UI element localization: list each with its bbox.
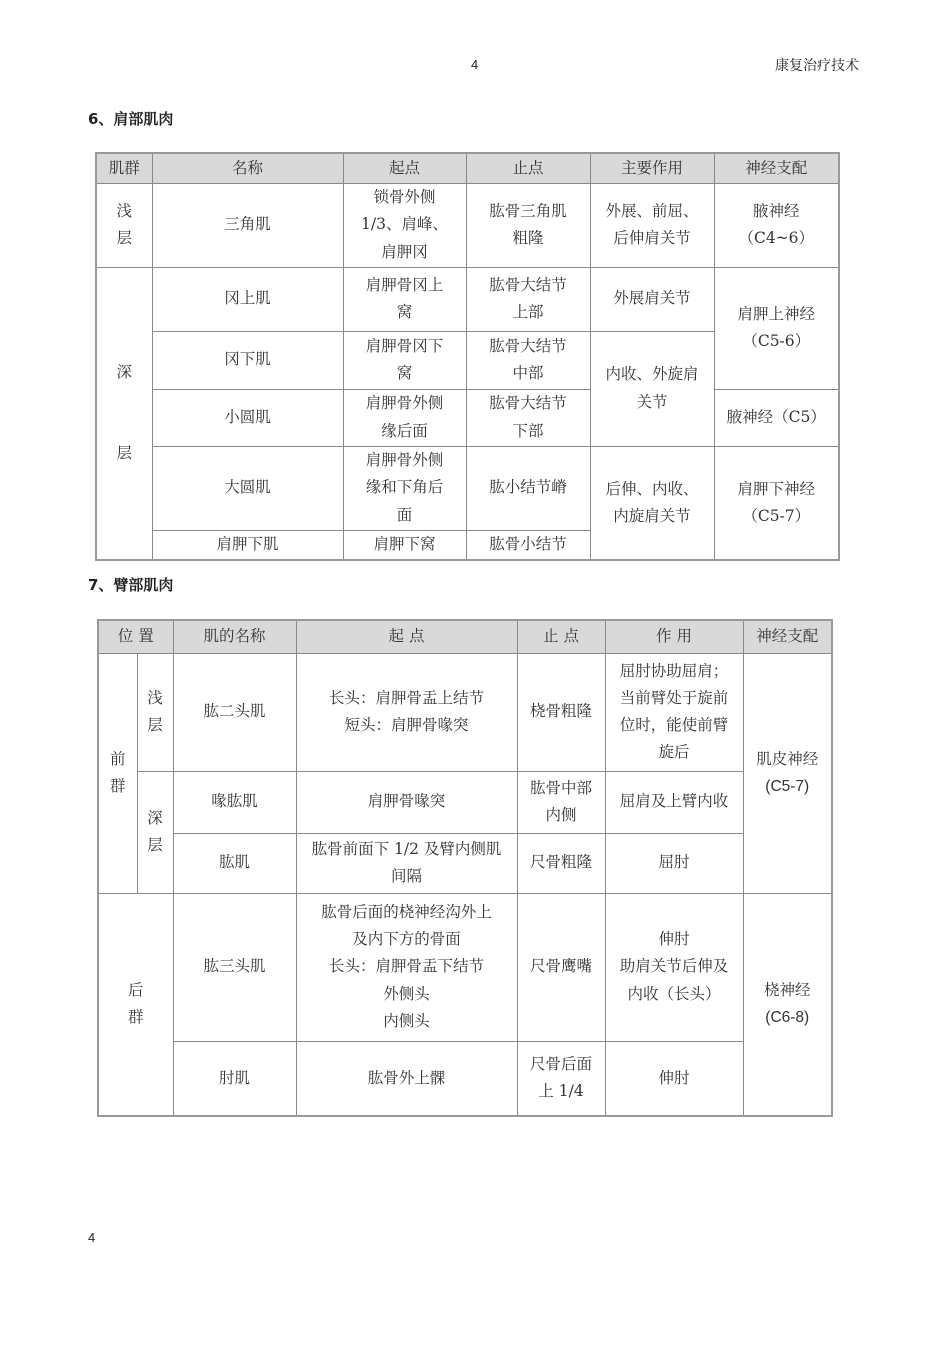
muscle-action: 伸肘 助肩关节后伸及 内收（长头） — [605, 893, 743, 1041]
muscle-origin: 肱骨外上髁 — [296, 1041, 517, 1116]
section-6-title: 6、肩部肌肉 — [88, 110, 174, 128]
muscle-origin: 肱骨前面下 1/2 及臂内侧肌 间隔 — [296, 833, 517, 893]
header-cell: 肌群 — [96, 153, 152, 183]
muscle-action: 外展肩关节 — [590, 267, 714, 331]
layer-deep: 深 层 — [137, 771, 173, 893]
header-cell: 主要作用 — [590, 153, 714, 183]
muscle-action: 外展、前屈、 后伸肩关节 — [590, 183, 714, 267]
header-cell: 肌的名称 — [173, 620, 296, 653]
muscle-insertion: 肱骨大结节 中部 — [466, 331, 590, 389]
muscle-action: 屈肘 — [605, 833, 743, 893]
muscle-insertion: 尺骨鹰嘴 — [517, 893, 605, 1041]
muscle-action: 后伸、内收、 内旋肩关节 — [590, 446, 714, 560]
muscle-origin: 肩胛骨外侧 缘后面 — [343, 389, 466, 446]
header-cell: 作 用 — [605, 620, 743, 653]
muscle-action: 屈肩及上臂内收 — [605, 771, 743, 833]
muscle-insertion: 肱小结节嵴 — [466, 446, 590, 530]
header-cell: 神经支配 — [714, 153, 839, 183]
muscle-origin: 肩胛骨冈上 窝 — [343, 267, 466, 331]
arm-muscles-table — [97, 619, 833, 1117]
muscle-origin: 肱骨后面的桡神经沟外上 及内下方的骨面 长头：肩胛骨盂下结节 外侧头 内侧头 — [296, 893, 517, 1041]
muscle-insertion: 尺骨后面 上 1/4 — [517, 1041, 605, 1116]
muscle-nerve: 腋神经（C5） — [714, 389, 839, 446]
muscle-name: 肱二头肌 — [173, 653, 296, 771]
muscle-origin: 肩胛骨喙突 — [296, 771, 517, 833]
muscle-name: 小圆肌 — [152, 389, 343, 446]
group-deep: 深 层 — [96, 267, 152, 560]
muscle-insertion: 尺骨粗隆 — [517, 833, 605, 893]
muscle-nerve: 肩胛下神经 （C5-7） — [714, 446, 839, 560]
muscle-name: 冈上肌 — [152, 267, 343, 331]
group-back: 后 群 — [98, 893, 173, 1116]
header-cell: 止 点 — [517, 620, 605, 653]
muscle-name: 肘肌 — [173, 1041, 296, 1116]
muscle-origin: 肩胛下窝 — [343, 530, 466, 560]
muscle-origin: 肩胛骨外侧 缘和下角后 面 — [343, 446, 466, 530]
header-page-number: 4 — [471, 57, 479, 72]
muscle-nerve: 肩胛上神经 （C5-6） — [714, 267, 839, 389]
section-7-title: 7、臂部肌肉 — [88, 576, 174, 594]
layer-superficial: 浅 层 — [137, 653, 173, 771]
muscle-origin: 锁骨外侧 1/3、肩峰、 肩胛冈 — [343, 183, 466, 267]
muscle-name: 大圆肌 — [152, 446, 343, 530]
muscle-action: 屈肘协助屈肩； 当前臂处于旋前 位时，能使前臂 旋后 — [605, 653, 743, 771]
muscle-name: 冈下肌 — [152, 331, 343, 389]
muscle-origin: 肩胛骨冈下 窝 — [343, 331, 466, 389]
muscle-name: 肱三头肌 — [173, 893, 296, 1041]
shoulder-muscles-table — [95, 152, 840, 561]
muscle-nerve: 肌皮神经 (C5-7) — [743, 653, 832, 893]
muscle-insertion: 肱骨中部 内侧 — [517, 771, 605, 833]
header-book-title: 康复治疗技术 — [775, 58, 859, 74]
header-cell: 名称 — [152, 153, 343, 183]
muscle-insertion: 肱骨小结节 — [466, 530, 590, 560]
footer-page-number: 4 — [88, 1230, 96, 1245]
header-cell: 止点 — [466, 153, 590, 183]
muscle-insertion: 肱骨大结节 上部 — [466, 267, 590, 331]
muscle-name: 肱肌 — [173, 833, 296, 893]
header-cell: 起 点 — [296, 620, 517, 653]
muscle-insertion: 桡骨粗隆 — [517, 653, 605, 771]
muscle-action: 内收、外旋肩 关节 — [590, 331, 714, 446]
muscle-nerve: 桡神经 (C6-8) — [743, 893, 832, 1116]
header-cell: 位 置 — [98, 620, 173, 653]
header-cell: 起点 — [343, 153, 466, 183]
muscle-insertion: 肱骨三角肌 粗隆 — [466, 183, 590, 267]
muscle-name: 喙肱肌 — [173, 771, 296, 833]
muscle-action: 伸肘 — [605, 1041, 743, 1116]
muscle-insertion: 肱骨大结节 下部 — [466, 389, 590, 446]
muscle-nerve: 腋神经 （C4~6） — [714, 183, 839, 267]
group-front: 前 群 — [98, 653, 137, 893]
header-cell: 神经支配 — [743, 620, 832, 653]
muscle-name: 三角肌 — [152, 183, 343, 267]
muscle-origin: 长头：肩胛骨盂上结节 短头：肩胛骨喙突 — [296, 653, 517, 771]
group-superficial: 浅 层 — [96, 183, 152, 267]
muscle-name: 肩胛下肌 — [152, 530, 343, 560]
